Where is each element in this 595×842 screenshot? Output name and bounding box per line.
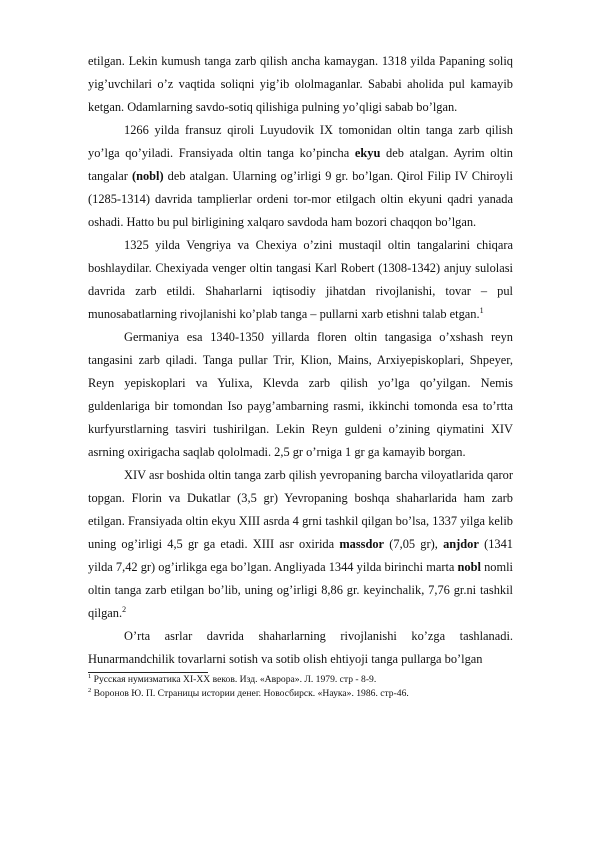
- text-run: O’rta asrlar davrida shaharlarning rivojlanishi ko’zga tashlanadi. Hunarmandchilik tovarlarni sotish va sotib olish ehtiyoji tanga pullarga bo’lgan: [88, 629, 513, 666]
- paragraph: [88, 326, 513, 464]
- text-run: etilgan. Lekin kumush tanga zarb qilish ancha kamaygan. 1318 yilda Papaning soliq yig’uvchilari o’z vaqtida soliqni yig’ib ololmaganlar. Sababi aholida pul kamayib ketgan. Odamlarning savdo-sotiq qilishiga pulning yo’qligi sabab bo’lgan.: [88, 54, 513, 114]
- text-run: 1266 yilda fransuz qiroli Luyudovik IX tomonidan oltin tanga zarb qilish yo’lga qo’yiladi. Fransiyada oltin tanga ko’pincha: [88, 123, 513, 160]
- paragraph: [88, 50, 513, 119]
- body-text: [88, 50, 513, 671]
- bold-term: (nobl): [131, 169, 164, 183]
- text-run: XIV asr boshida oltin tanga zarb qilish yevropaning barcha viloyatlarida qaror topgan. Florin va Dukatlar (3,5 gr) Yevropaning boshqa shaharlarida ham zarb etilgan. Fransiyada oltin ekyu XIII asrda 4 grni tashkil qilgan bo’lsa, 1337 yilga kelib uning og’irligi 4,5 gr ga etadi. XIII asr oxirida: [88, 468, 513, 551]
- footnote-text: Воронов Ю. П. Страницы истории денег. Новосбирск. «Наука». 1986. стр-46.: [91, 688, 409, 699]
- text-run: nomli oltin tanga zarb etilgan bo’lib, uning og’irligi 8,86 gr. keyinchalik, 7,76 gr.ni tashkil qilgan.: [88, 560, 513, 620]
- bold-term: anjdor: [443, 537, 479, 551]
- bold-term: nobl: [457, 560, 481, 574]
- footnotes: [88, 673, 513, 701]
- paragraph: [88, 464, 513, 625]
- text-run: deb atalgan. Ayrim oltin tangalar: [88, 146, 513, 183]
- footnote: [88, 687, 513, 701]
- paragraph: [88, 625, 513, 671]
- text-run: (7,05 gr),: [384, 537, 444, 551]
- footnote-text: Русская нумизматика XI-XX веков. Изд. «Аврора». Л. 1979. стр - 8-9.: [91, 674, 377, 685]
- bold-term: massdor: [339, 537, 385, 551]
- paragraph: [88, 234, 513, 326]
- text-run: Germaniya esa 1340-1350 yillarda floren oltin tangasiga o’xshash reyn tangasini zarb qiladi. Tanga pullar Trir, Klion, Mains, Arxiyepiskoplari, Shpeyer, Reyn yepiskoplari va Yulixa, Klevda zarb qilish yo’lga qo’yilgan. Nemis guldenlariga bir tomondan Iso payg’ambarning rasmi, ikkinchi tomonda esa to’rtta kurfyurstlarning tasviri tushirilgan. Lekin Reyn guldeni o’zining qiymatini XIV asrning oxirigacha saqlab qololmadi. 2,5 gr o’rniga 1 gr ga kamayib borgan.: [88, 330, 513, 459]
- text-run: deb atalgan. Ularning og’irligi 9 gr. bo’lgan. Qirol Filip IV Chiroyli (1285-1314) davrida tamplierlar ordeni tor-mor etilgach oltin ekyuni qadri yanada oshadi. Hatto bu pul birligining xalqaro savdoda ham bozori chaqqon bo’lgan.: [88, 169, 513, 229]
- text-run: 1325 yilda Vengriya va Chexiya o’zini mustaqil oltin tangalarini chiqara boshlaydilar. Chexiyada venger oltin tangasi Karl Robert (1308-1342) anjuy sulolasi davrida zarb etildi. Shaharlarni iqtisodiy jihatdan rivojlanishi, tovar – pul munosabatlarning rivojlanishi ko’plab tanga – pullarni xarb etishni talab etgan.: [88, 238, 513, 321]
- footnote-number: 1: [88, 672, 92, 680]
- document-page: [88, 50, 513, 701]
- bold-term: ekyu: [354, 146, 381, 160]
- text-run: (1341 yilda 7,42 gr) og’irlikga ega bo’lgan. Angliyada 1344 yilda birinchi marta: [88, 537, 513, 574]
- footnote-ref: 1: [479, 305, 484, 315]
- footnote: [88, 673, 513, 687]
- footnote-ref: 2: [122, 604, 127, 614]
- paragraph: [88, 119, 513, 234]
- footnote-number: 2: [88, 686, 92, 694]
